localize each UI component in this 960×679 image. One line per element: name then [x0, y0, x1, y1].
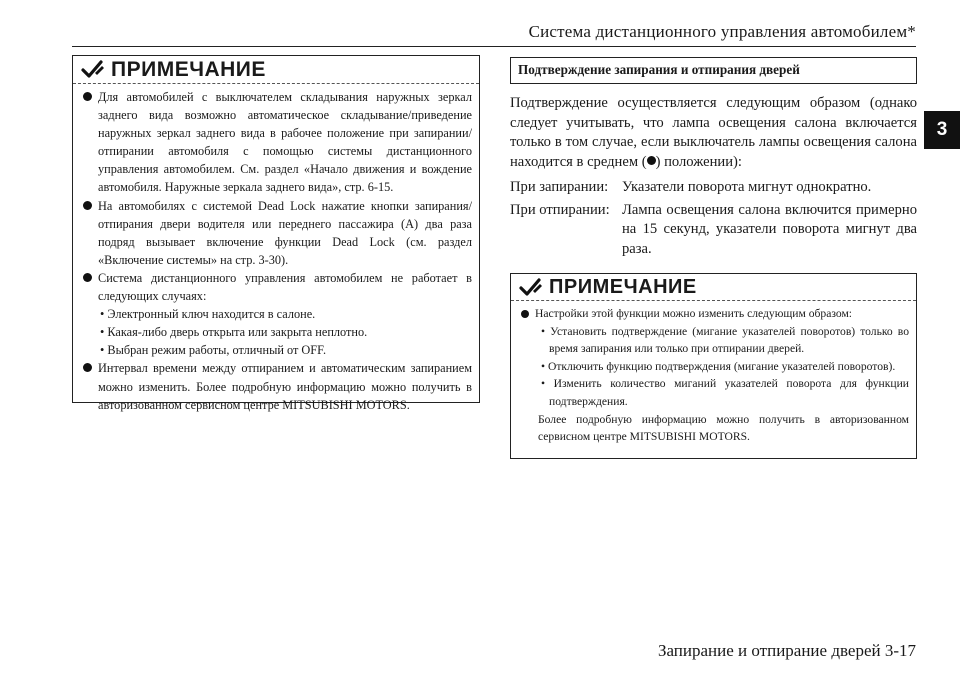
lock-text: Указатели поворота мигнут однократно. [622, 179, 872, 195]
note-bullet [521, 305, 909, 323]
pencil-check-icon [81, 59, 105, 81]
bullet-dot-icon [83, 201, 92, 210]
section-title: Подтверждение запирания и отпирания дверей [510, 57, 917, 84]
page-header-title: Система дистанционного управления автомобилем* [528, 22, 916, 41]
header-divider [72, 46, 916, 47]
note-bullet-text: Интервал времени между отпиранием и автоматическим запиранием можно изменить. Более подробную информацию можно получить в авторизованном сервисном центре MITSUBISHI MOTORS. [98, 361, 472, 412]
section-intro [510, 94, 917, 172]
note-bullet-text: На автомобилях с системой Dead Lock нажатие кнопки запирания/отпирания двери водителя или переднего пассажира (A) два раза подряд вызывает включение функции Dead Lock (см. раздел «Включение системы» на стр. 3-30). [98, 198, 472, 267]
note-sub-item: • Отключить функцию подтверждения (мигание указателей поворотов). [541, 359, 896, 373]
bullet-dot-icon [83, 273, 92, 282]
intro-text-end: ) положении): [655, 153, 742, 170]
note-bullet-text: Система дистанционного управления автомобилем не работает в следующих случаях: [98, 270, 472, 304]
middle-position-dot-icon [647, 156, 656, 165]
confirmation-row-unlock [510, 201, 917, 260]
bullet-dot-icon [521, 310, 529, 318]
bullet-dot-icon [83, 363, 92, 372]
intro-text-start: Подтверждение осуществляется следующим образом (однако следует учитывать, что лампа освещения салона включается только в том случае, если выключатель лампы освещения салона находится в среднем ( [510, 95, 917, 170]
note-bullet [83, 269, 472, 305]
confirmation-list [510, 178, 917, 262]
lock-label: При запирании: [510, 179, 609, 195]
note-heading-label: ПРИМЕЧАНИЕ [111, 58, 266, 81]
note-sub-item: • Установить подтверждение (мигание указателей поворотов) только во время запирания или только при отпирании дверей. [541, 324, 909, 356]
note-heading [511, 274, 916, 301]
note-bullet [83, 88, 472, 197]
unlock-label: При отпирании: [510, 201, 610, 218]
note-bullet [83, 359, 472, 413]
note-sub-item: • Какая-либо дверь открыта или закрыта неплотно. [100, 325, 368, 340]
note-bullet-text: Для автомобилей с выключателем складывания наружных зеркал заднего вида возможно автоматическое складывание/приведение наружных зеркал заднего вида в рабочее положение при запирании/отпирании автомобиля с помощью системы дистанционного управления автомобилем. См. раздел «Начало движения и вождение автомобиля. Наружные зеркала заднего вида», стр. 6-15. [98, 90, 472, 195]
note-heading-label: ПРИМЕЧАНИЕ [549, 276, 697, 298]
chapter-tab[interactable]: 3 [924, 111, 960, 149]
note-heading [73, 56, 479, 84]
note-sub-item: • Электронный ключ находится в салоне. [100, 307, 316, 322]
confirmation-row-lock [510, 178, 917, 198]
page-footer-title: Запирание и отпирание дверей 3-17 [657, 641, 916, 660]
bullet-dot-icon [83, 92, 92, 101]
note-bullet [83, 197, 472, 269]
note-sub-item: • Выбран режим работы, отличный от OFF. [100, 343, 327, 358]
note-box-right [510, 273, 917, 459]
note-tail-text: Более подробную информацию можно получить в авторизованном сервисном центре MITSUBISHI MOTORS. [538, 412, 909, 444]
note-sub-item: • Изменить количество миганий указателей поворота для функции подтверждения. [541, 377, 909, 408]
note-bullet-text: Настройки этой функции можно изменить следующим образом: [535, 307, 853, 320]
pencil-check-icon [519, 277, 543, 299]
note-box-left [72, 55, 480, 412]
unlock-text: Лампа освещения салона включится примерно на 15 секунд, указатели поворота мигнут два раза. [622, 201, 917, 257]
